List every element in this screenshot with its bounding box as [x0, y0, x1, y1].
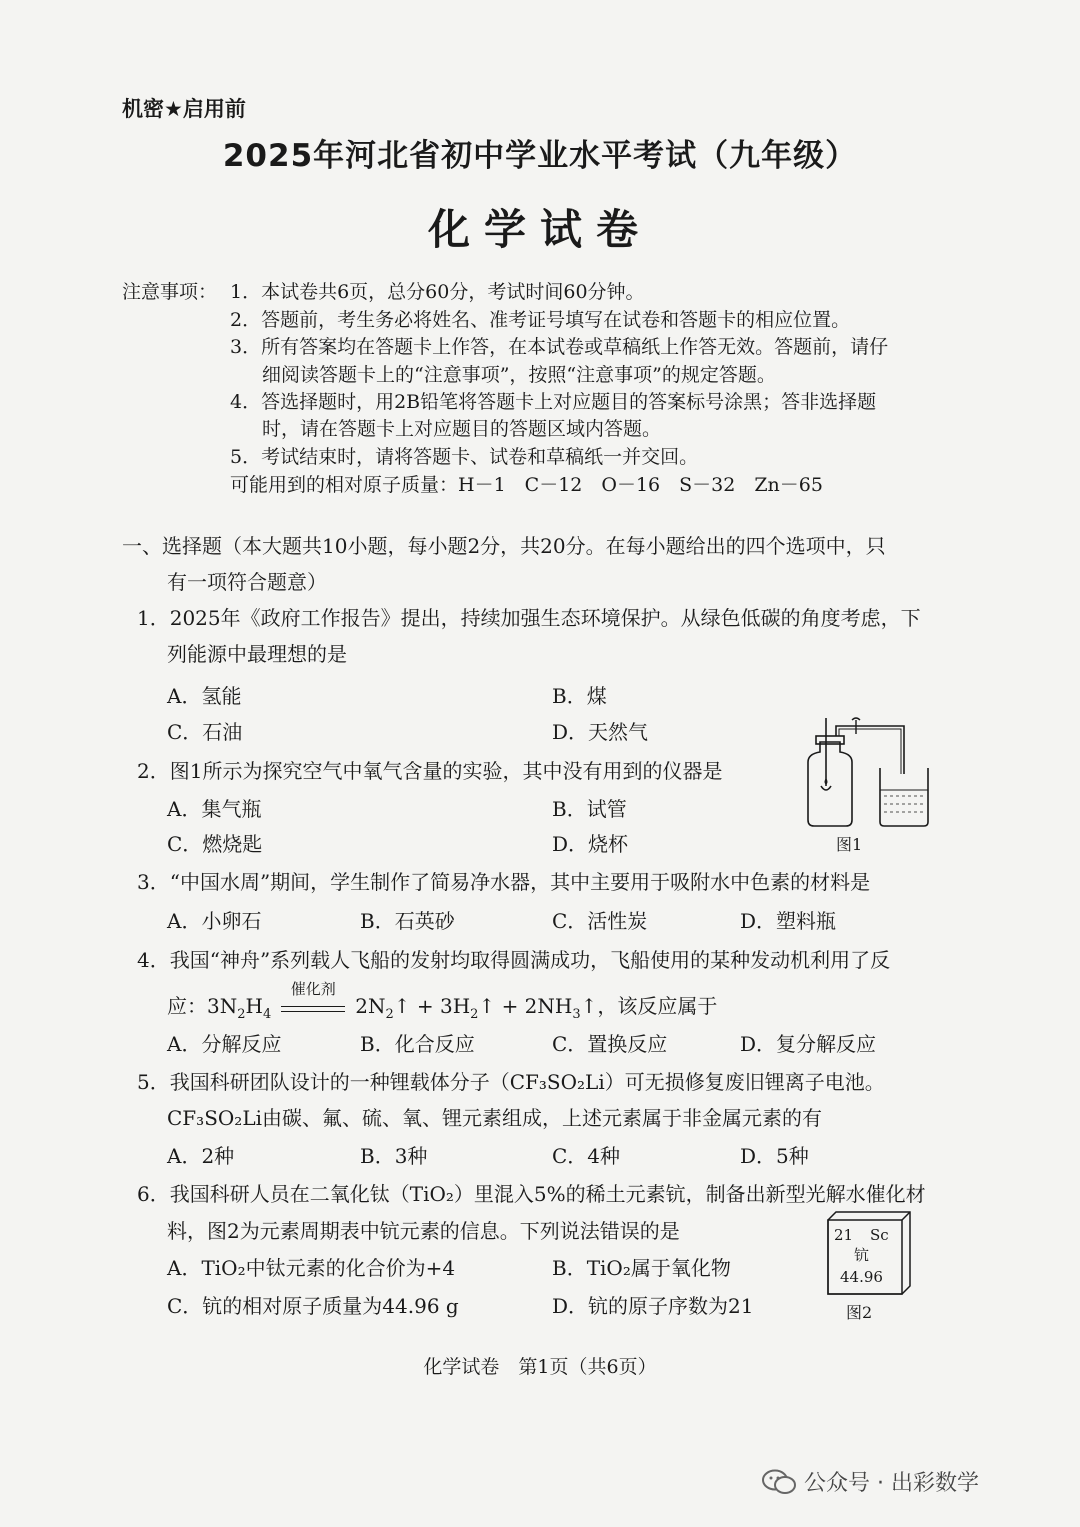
- question-6: 6．我国科研人员在二氧化钛（TiO₂）里混入5%的稀土元素钪，制备出新型光解水催化材: [137, 1182, 926, 1206]
- note-item: 时，请在答题卡上对应题目的答题区域内答题。: [262, 418, 662, 440]
- notes-label: 注意事项：: [122, 281, 218, 303]
- q5-option-c: C．4种: [552, 1144, 621, 1168]
- question-6-cont: 料，图2为元素周期表中钪元素的信息。下列说法错误的是: [167, 1219, 680, 1243]
- watermark-text: 公众号 · 出彩数学: [804, 1471, 979, 1496]
- q1-option-a: A．氢能: [167, 684, 242, 708]
- equation-suffix: ，该反应属于: [597, 994, 718, 1018]
- q1-option-d: D．天然气: [552, 720, 649, 744]
- q5-option-b: B．3种: [360, 1144, 428, 1168]
- question-3: 3．“中国水周”期间，学生制作了简易净水器，其中主要用于吸附水中色素的材料是: [137, 870, 871, 894]
- q5-option-a: A．2种: [167, 1144, 235, 1168]
- equation-prefix: 应：: [167, 994, 207, 1018]
- q2-option-b: B．试管: [552, 797, 627, 821]
- figure-2-element-box: [826, 1210, 912, 1296]
- q1-option-c: C．石油: [167, 720, 243, 744]
- figure-1-label: 图1: [836, 835, 863, 854]
- note-item: 5．考试结束时，请将答题卡、试卷和草稿纸一并交回。: [230, 446, 699, 468]
- q4-option-b: B．化合反应: [360, 1032, 475, 1056]
- question-4: 4．我国“神舟”系列载人飞船的发射均取得圆满成功，飞船使用的某种发动机利用了反: [137, 948, 891, 972]
- question-4-equation: [167, 979, 718, 1022]
- section-heading-cont: 有一项符合题意）: [167, 570, 327, 594]
- q6-option-b: B．TiO₂属于氧化物: [552, 1256, 731, 1280]
- q2-option-d: D．烧杯: [552, 832, 629, 856]
- q3-option-c: C．活性炭: [552, 909, 648, 933]
- element-number: 21: [834, 1226, 854, 1244]
- catalyst-label: 催化剂: [290, 979, 336, 998]
- q4-option-a: A．分解反应: [167, 1032, 282, 1056]
- q5-option-d: D．5种: [740, 1144, 809, 1168]
- confidential-mark: 机密★启用前: [122, 97, 246, 121]
- q4-option-c: C．置换反应: [552, 1032, 668, 1056]
- question-5: 5．我国科研团队设计的一种锂载体分子（CF₃SO₂Li）可无损修复废旧锂离子电池。: [137, 1070, 885, 1094]
- note-item: 3．所有答案均在答题卡上作答，在本试卷或草稿纸上作答无效。答题前，请仔: [230, 336, 889, 358]
- note-item: 细阅读答题卡上的“注意事项”，按照“注意事项”的规定答题。: [262, 364, 776, 386]
- q3-option-d: D．塑料瓶: [740, 909, 837, 933]
- page-footer: 化学试卷 第1页（共6页）: [423, 1356, 657, 1378]
- reactant: $3N_2H_4$: [207, 994, 272, 1022]
- figure-1-apparatus: [790, 712, 940, 832]
- question-5-cont: CF₃SO₂Li由碳、氟、硫、氧、锂元素组成，上述元素属于非金属元素的有: [167, 1106, 822, 1130]
- question-1: 1．2025年《政府工作报告》提出，持续加强生态环境保护。从绿色低碳的角度考虑，下: [137, 606, 921, 630]
- exam-subtitle: 化学试卷: [427, 205, 652, 254]
- products: $2N_2↑$ + $3H_2↑$ + $2NH_3↑$: [355, 994, 598, 1022]
- element-mass: 44.96: [840, 1268, 883, 1286]
- exam-title: 2025年河北省初中学业水平考试（九年级）: [222, 138, 858, 174]
- element-name: 钪: [854, 1246, 870, 1264]
- section-heading: 一、选择题（本大题共10小题，每小题2分，共20分。在每小题给出的四个选项中，只: [122, 534, 886, 558]
- note-item: 1．本试卷共6页，总分60分，考试时间60分钟。: [230, 281, 645, 303]
- q6-option-a: A．TiO₂中钛元素的化合价为+4: [167, 1256, 456, 1280]
- note-item: 2．答题前，考生务必将姓名、准考证号填写在试卷和答题卡的相应位置。: [230, 309, 851, 331]
- element-symbol: Sc: [870, 1226, 889, 1244]
- wechat-icon: [762, 1469, 796, 1495]
- question-2: 2．图1所示为探究空气中氧气含量的实验，其中没有用到的仪器是: [137, 759, 723, 783]
- q6-option-c: C．钪的相对原子质量为44.96 g: [167, 1294, 459, 1318]
- q6-option-d: D．钪的原子序数为21: [552, 1294, 754, 1318]
- q2-option-a: A．集气瓶: [167, 797, 262, 821]
- figure-2-label: 图2: [846, 1303, 873, 1322]
- wechat-watermark: [762, 1466, 979, 1497]
- q3-option-a: A．小卵石: [167, 909, 262, 933]
- q4-option-d: D．复分解反应: [740, 1032, 877, 1056]
- note-item: 4．答选择题时，用2B铅笔将答题卡上对应题目的答案标号涂黑；答非选择题: [230, 391, 877, 413]
- q2-option-c: C．燃烧匙: [167, 832, 263, 856]
- atomic-mass-line: 可能用到的相对原子质量：H－1 C－12 O－16 S－32 Zn－65: [230, 474, 823, 496]
- reaction-arrow: [277, 979, 349, 1018]
- q1-option-b: B．煤: [552, 684, 607, 708]
- q3-option-b: B．石英砂: [360, 909, 455, 933]
- question-1-cont: 列能源中最理想的是: [167, 642, 347, 666]
